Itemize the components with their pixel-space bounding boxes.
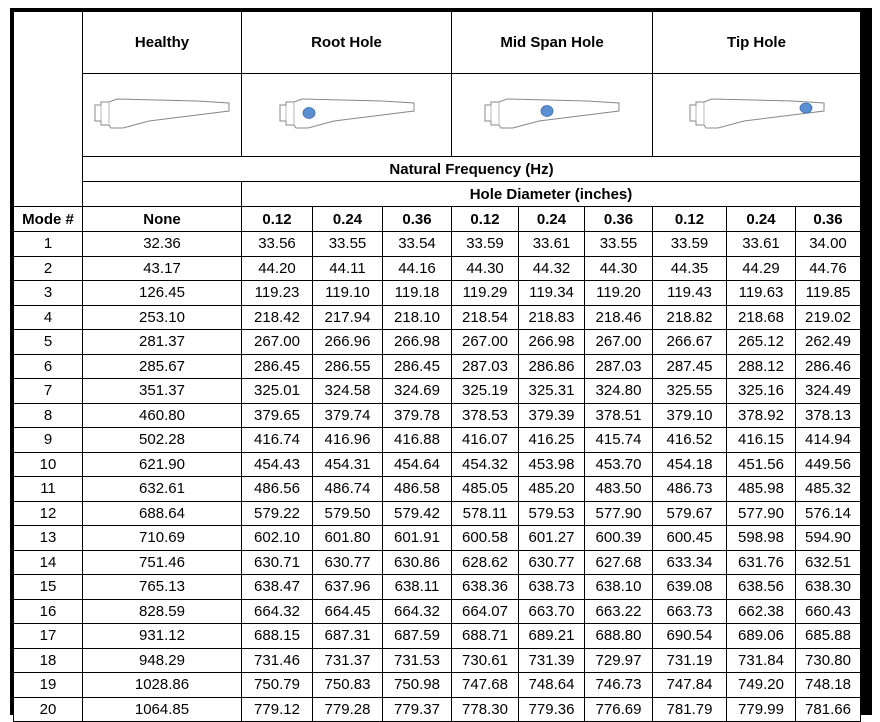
frequency-cell: 730.61 bbox=[452, 648, 519, 673]
frequency-cell: 379.39 bbox=[519, 403, 585, 428]
mode-number-cell: 3 bbox=[14, 281, 83, 306]
frequency-cell: 379.10 bbox=[653, 403, 727, 428]
table-row bbox=[14, 550, 861, 575]
frequency-cell: 266.98 bbox=[383, 330, 452, 355]
frequency-cell: 416.74 bbox=[242, 428, 313, 453]
frequency-cell: 324.69 bbox=[383, 379, 452, 404]
frequency-cell: 579.67 bbox=[653, 501, 727, 526]
frequency-cell: 44.20 bbox=[242, 256, 313, 281]
frequency-cell: 217.94 bbox=[313, 305, 383, 330]
frequency-cell: 779.28 bbox=[313, 697, 383, 722]
frequency-cell: 779.36 bbox=[519, 697, 585, 722]
blade-image-root-hole bbox=[242, 74, 452, 157]
frequency-cell: 600.45 bbox=[653, 526, 727, 551]
frequency-cell: 119.20 bbox=[585, 281, 653, 306]
frequency-cell: 638.11 bbox=[383, 575, 452, 600]
frequency-cell: 601.27 bbox=[519, 526, 585, 551]
frequency-cell: 729.97 bbox=[585, 648, 653, 673]
table-row bbox=[14, 477, 861, 502]
frequency-cell: 750.83 bbox=[313, 673, 383, 698]
frequency-cell: 687.31 bbox=[313, 624, 383, 649]
diameter-header: 0.24 bbox=[727, 207, 796, 232]
healthy-frequency-cell: 126.45 bbox=[83, 281, 242, 306]
frequency-cell: 663.22 bbox=[585, 599, 653, 624]
frequency-cell: 379.78 bbox=[383, 403, 452, 428]
frequency-cell: 632.51 bbox=[796, 550, 861, 575]
frequency-cell: 747.68 bbox=[452, 673, 519, 698]
frequency-cell: 688.71 bbox=[452, 624, 519, 649]
frequency-cell: 748.64 bbox=[519, 673, 585, 698]
healthy-frequency-cell: 828.59 bbox=[83, 599, 242, 624]
frequency-cell: 218.68 bbox=[727, 305, 796, 330]
frequency-cell: 33.56 bbox=[242, 232, 313, 257]
table-row bbox=[14, 501, 861, 526]
frequency-cell: 378.92 bbox=[727, 403, 796, 428]
frequency-cell: 600.58 bbox=[452, 526, 519, 551]
frequency-cell: 601.80 bbox=[313, 526, 383, 551]
blade-image-mid-span-hole bbox=[452, 74, 653, 157]
table-row bbox=[14, 599, 861, 624]
frequency-cell: 638.10 bbox=[585, 575, 653, 600]
diameter-header: 0.12 bbox=[653, 207, 727, 232]
healthy-frequency-cell: 502.28 bbox=[83, 428, 242, 453]
frequency-cell: 287.03 bbox=[452, 354, 519, 379]
healthy-frequency-cell: 688.64 bbox=[83, 501, 242, 526]
frequency-cell: 449.56 bbox=[796, 452, 861, 477]
frequency-cell: 633.34 bbox=[653, 550, 727, 575]
frequency-cell: 218.83 bbox=[519, 305, 585, 330]
frequency-cell: 325.16 bbox=[727, 379, 796, 404]
frequency-cell: 44.32 bbox=[519, 256, 585, 281]
frequency-cell: 660.43 bbox=[796, 599, 861, 624]
frequency-cell: 266.67 bbox=[653, 330, 727, 355]
frequency-cell: 486.56 bbox=[242, 477, 313, 502]
hole-marker-mid bbox=[541, 106, 553, 117]
natural-frequency-table bbox=[13, 11, 861, 722]
frequency-cell: 324.80 bbox=[585, 379, 653, 404]
blade-image-tip-hole bbox=[653, 74, 861, 157]
frequency-cell: 324.49 bbox=[796, 379, 861, 404]
frequency-cell: 218.46 bbox=[585, 305, 653, 330]
frequency-cell: 779.99 bbox=[727, 697, 796, 722]
blank-healthy-cell bbox=[83, 182, 242, 207]
frequency-cell: 601.91 bbox=[383, 526, 452, 551]
table-row bbox=[14, 452, 861, 477]
healthy-frequency-cell: 43.17 bbox=[83, 256, 242, 281]
mode-number-cell: 10 bbox=[14, 452, 83, 477]
frequency-cell: 662.38 bbox=[727, 599, 796, 624]
frequency-cell: 265.12 bbox=[727, 330, 796, 355]
healthy-frequency-cell: 1028.86 bbox=[83, 673, 242, 698]
frequency-cell: 778.30 bbox=[452, 697, 519, 722]
healthy-frequency-cell: 1064.85 bbox=[83, 697, 242, 722]
frequency-cell: 731.37 bbox=[313, 648, 383, 673]
mode-number-cell: 2 bbox=[14, 256, 83, 281]
frequency-cell: 44.16 bbox=[383, 256, 452, 281]
mode-number-cell: 20 bbox=[14, 697, 83, 722]
frequency-cell: 219.02 bbox=[796, 305, 861, 330]
frequency-cell: 627.68 bbox=[585, 550, 653, 575]
frequency-cell: 600.39 bbox=[585, 526, 653, 551]
frequency-cell: 416.25 bbox=[519, 428, 585, 453]
frequency-cell: 218.54 bbox=[452, 305, 519, 330]
mode-number-cell: 16 bbox=[14, 599, 83, 624]
frequency-cell: 414.94 bbox=[796, 428, 861, 453]
frequency-cell: 325.01 bbox=[242, 379, 313, 404]
diameter-header: 0.24 bbox=[519, 207, 585, 232]
frequency-cell: 454.43 bbox=[242, 452, 313, 477]
mode-number-cell: 11 bbox=[14, 477, 83, 502]
frequency-cell: 267.00 bbox=[452, 330, 519, 355]
frequency-cell: 453.70 bbox=[585, 452, 653, 477]
table-row bbox=[14, 575, 861, 600]
healthy-frequency-cell: 253.10 bbox=[83, 305, 242, 330]
frequency-cell: 44.30 bbox=[452, 256, 519, 281]
table-row bbox=[14, 697, 861, 722]
frequency-cell: 33.61 bbox=[519, 232, 585, 257]
table-row bbox=[14, 648, 861, 673]
frequency-cell: 415.74 bbox=[585, 428, 653, 453]
frequency-cell: 579.53 bbox=[519, 501, 585, 526]
diameter-header: 0.36 bbox=[796, 207, 861, 232]
frequency-cell: 664.45 bbox=[313, 599, 383, 624]
frequency-cell: 119.43 bbox=[653, 281, 727, 306]
frequency-cell: 630.71 bbox=[242, 550, 313, 575]
frequency-cell: 119.18 bbox=[383, 281, 452, 306]
frequency-cell: 416.07 bbox=[452, 428, 519, 453]
frequency-cell: 453.98 bbox=[519, 452, 585, 477]
mode-number-cell: 14 bbox=[14, 550, 83, 575]
mode-number-cell: 6 bbox=[14, 354, 83, 379]
frequency-cell: 746.73 bbox=[585, 673, 653, 698]
frequency-cell: 731.46 bbox=[242, 648, 313, 673]
frequency-cell: 454.64 bbox=[383, 452, 452, 477]
frequency-cell: 749.20 bbox=[727, 673, 796, 698]
group-header-healthy: Healthy bbox=[83, 12, 242, 74]
frequency-cell: 779.12 bbox=[242, 697, 313, 722]
frequency-cell: 594.90 bbox=[796, 526, 861, 551]
frequency-cell: 689.21 bbox=[519, 624, 585, 649]
frequency-cell: 119.34 bbox=[519, 281, 585, 306]
healthy-frequency-cell: 351.37 bbox=[83, 379, 242, 404]
frequency-cell: 266.98 bbox=[519, 330, 585, 355]
frequency-cell: 44.30 bbox=[585, 256, 653, 281]
frequency-cell: 286.46 bbox=[796, 354, 861, 379]
frequency-cell: 687.59 bbox=[383, 624, 452, 649]
healthy-frequency-cell: 751.46 bbox=[83, 550, 242, 575]
frequency-cell: 286.86 bbox=[519, 354, 585, 379]
frequency-cell: 286.45 bbox=[242, 354, 313, 379]
group-header-mid-span-hole: Mid Span Hole bbox=[452, 12, 653, 74]
frequency-cell: 639.08 bbox=[653, 575, 727, 600]
table-row bbox=[14, 232, 861, 257]
frequency-cell: 688.80 bbox=[585, 624, 653, 649]
frequency-cell: 262.49 bbox=[796, 330, 861, 355]
frequency-cell: 119.85 bbox=[796, 281, 861, 306]
frequency-cell: 638.73 bbox=[519, 575, 585, 600]
frequency-cell: 664.32 bbox=[383, 599, 452, 624]
frequency-cell: 579.50 bbox=[313, 501, 383, 526]
frequency-cell: 576.14 bbox=[796, 501, 861, 526]
table-row bbox=[14, 526, 861, 551]
frequency-cell: 416.88 bbox=[383, 428, 452, 453]
frequency-cell: 325.19 bbox=[452, 379, 519, 404]
frequency-cell: 663.70 bbox=[519, 599, 585, 624]
frequency-cell: 631.76 bbox=[727, 550, 796, 575]
frequency-cell: 33.54 bbox=[383, 232, 452, 257]
frequency-cell: 630.77 bbox=[519, 550, 585, 575]
frequency-cell: 119.23 bbox=[242, 281, 313, 306]
table-row bbox=[14, 354, 861, 379]
frequency-cell: 731.53 bbox=[383, 648, 452, 673]
frequency-cell: 486.74 bbox=[313, 477, 383, 502]
frequency-cell: 750.79 bbox=[242, 673, 313, 698]
mode-number-cell: 5 bbox=[14, 330, 83, 355]
frequency-cell: 286.55 bbox=[313, 354, 383, 379]
frequency-cell: 378.51 bbox=[585, 403, 653, 428]
table-row bbox=[14, 281, 861, 306]
mode-number-cell: 7 bbox=[14, 379, 83, 404]
frequency-cell: 451.56 bbox=[727, 452, 796, 477]
frequency-cell: 33.55 bbox=[585, 232, 653, 257]
frequency-cell: 266.96 bbox=[313, 330, 383, 355]
healthy-frequency-cell: 765.13 bbox=[83, 575, 242, 600]
frequency-cell: 663.73 bbox=[653, 599, 727, 624]
frequency-cell: 483.50 bbox=[585, 477, 653, 502]
frequency-cell: 267.00 bbox=[242, 330, 313, 355]
frequency-cell: 218.82 bbox=[653, 305, 727, 330]
hole-marker-root bbox=[303, 108, 315, 119]
mode-number-cell: 9 bbox=[14, 428, 83, 453]
none-column-header: None bbox=[83, 207, 242, 232]
table-row bbox=[14, 673, 861, 698]
frequency-cell: 628.62 bbox=[452, 550, 519, 575]
diameter-header: 0.36 bbox=[383, 207, 452, 232]
frequency-cell: 485.32 bbox=[796, 477, 861, 502]
frequency-cell: 638.56 bbox=[727, 575, 796, 600]
frequency-cell: 33.55 bbox=[313, 232, 383, 257]
table-body bbox=[14, 232, 861, 722]
group-header-tip-hole: Tip Hole bbox=[653, 12, 861, 74]
frequency-cell: 378.13 bbox=[796, 403, 861, 428]
frequency-cell: 781.79 bbox=[653, 697, 727, 722]
frequency-cell: 776.69 bbox=[585, 697, 653, 722]
frequency-cell: 288.12 bbox=[727, 354, 796, 379]
frequency-cell: 286.45 bbox=[383, 354, 452, 379]
diameter-header: 0.36 bbox=[585, 207, 653, 232]
frequency-cell: 119.10 bbox=[313, 281, 383, 306]
mode-number-cell: 15 bbox=[14, 575, 83, 600]
frequency-cell: 485.20 bbox=[519, 477, 585, 502]
frequency-cell: 325.31 bbox=[519, 379, 585, 404]
frequency-cell: 33.59 bbox=[452, 232, 519, 257]
frequency-cell: 33.61 bbox=[727, 232, 796, 257]
frequency-cell: 578.11 bbox=[452, 501, 519, 526]
frequency-cell: 454.32 bbox=[452, 452, 519, 477]
frequency-cell: 44.35 bbox=[653, 256, 727, 281]
frequency-cell: 638.36 bbox=[452, 575, 519, 600]
cropped-caption-fragment bbox=[0, 0, 880, 8]
frequency-cell: 577.90 bbox=[727, 501, 796, 526]
healthy-frequency-cell: 285.67 bbox=[83, 354, 242, 379]
mode-number-cell: 18 bbox=[14, 648, 83, 673]
table-row bbox=[14, 403, 861, 428]
frequency-cell: 485.98 bbox=[727, 477, 796, 502]
frequency-cell: 748.18 bbox=[796, 673, 861, 698]
group-header-root-hole: Root Hole bbox=[242, 12, 452, 74]
frequency-cell: 485.05 bbox=[452, 477, 519, 502]
healthy-frequency-cell: 32.36 bbox=[83, 232, 242, 257]
frequency-cell: 747.84 bbox=[653, 673, 727, 698]
frequency-cell: 730.80 bbox=[796, 648, 861, 673]
frequency-cell: 781.66 bbox=[796, 697, 861, 722]
frequency-cell: 579.22 bbox=[242, 501, 313, 526]
frequency-cell: 690.54 bbox=[653, 624, 727, 649]
frequency-cell: 630.86 bbox=[383, 550, 452, 575]
mode-column-header: Mode # bbox=[14, 207, 83, 232]
mode-number-cell: 12 bbox=[14, 501, 83, 526]
frequency-cell: 731.84 bbox=[727, 648, 796, 673]
frequency-cell: 324.58 bbox=[313, 379, 383, 404]
frequency-cell: 637.96 bbox=[313, 575, 383, 600]
frequency-cell: 731.19 bbox=[653, 648, 727, 673]
frequency-cell: 379.74 bbox=[313, 403, 383, 428]
frequency-cell: 685.88 bbox=[796, 624, 861, 649]
frequency-cell: 416.15 bbox=[727, 428, 796, 453]
frequency-cell: 325.55 bbox=[653, 379, 727, 404]
table-row bbox=[14, 256, 861, 281]
frequency-cell: 688.15 bbox=[242, 624, 313, 649]
hole-diameter-header: Hole Diameter (inches) bbox=[242, 182, 861, 207]
frequency-cell: 579.42 bbox=[383, 501, 452, 526]
frequency-cell: 44.29 bbox=[727, 256, 796, 281]
mode-number-cell: 8 bbox=[14, 403, 83, 428]
frequency-cell: 379.65 bbox=[242, 403, 313, 428]
frequency-cell: 44.76 bbox=[796, 256, 861, 281]
frequency-cell: 689.06 bbox=[727, 624, 796, 649]
healthy-frequency-cell: 281.37 bbox=[83, 330, 242, 355]
frequency-cell: 454.31 bbox=[313, 452, 383, 477]
frequency-cell: 44.11 bbox=[313, 256, 383, 281]
corner-cell bbox=[14, 12, 83, 207]
frequency-cell: 486.58 bbox=[383, 477, 452, 502]
frequency-cell: 638.47 bbox=[242, 575, 313, 600]
mode-number-cell: 13 bbox=[14, 526, 83, 551]
blade-image-healthy bbox=[83, 74, 242, 157]
frequency-cell: 267.00 bbox=[585, 330, 653, 355]
mode-number-cell: 4 bbox=[14, 305, 83, 330]
frequency-cell: 287.03 bbox=[585, 354, 653, 379]
healthy-frequency-cell: 460.80 bbox=[83, 403, 242, 428]
frequency-cell: 664.32 bbox=[242, 599, 313, 624]
healthy-frequency-cell: 632.61 bbox=[83, 477, 242, 502]
frequency-cell: 598.98 bbox=[727, 526, 796, 551]
frequency-cell: 287.45 bbox=[653, 354, 727, 379]
healthy-frequency-cell: 621.90 bbox=[83, 452, 242, 477]
healthy-frequency-cell: 948.29 bbox=[83, 648, 242, 673]
frequency-cell: 119.29 bbox=[452, 281, 519, 306]
frequency-cell: 218.10 bbox=[383, 305, 452, 330]
healthy-frequency-cell: 931.12 bbox=[83, 624, 242, 649]
table-row bbox=[14, 305, 861, 330]
frequency-cell: 33.59 bbox=[653, 232, 727, 257]
frequency-cell: 779.37 bbox=[383, 697, 452, 722]
table-row bbox=[14, 624, 861, 649]
frequency-cell: 378.53 bbox=[452, 403, 519, 428]
natural-frequency-header: Natural Frequency (Hz) bbox=[83, 157, 861, 182]
frequency-cell: 664.07 bbox=[452, 599, 519, 624]
frequency-cell: 486.73 bbox=[653, 477, 727, 502]
mode-number-cell: 19 bbox=[14, 673, 83, 698]
frequency-cell: 638.30 bbox=[796, 575, 861, 600]
diameter-header: 0.24 bbox=[313, 207, 383, 232]
table-row bbox=[14, 379, 861, 404]
frequency-cell: 34.00 bbox=[796, 232, 861, 257]
frequency-cell: 454.18 bbox=[653, 452, 727, 477]
frequency-cell: 630.77 bbox=[313, 550, 383, 575]
frequency-cell: 416.52 bbox=[653, 428, 727, 453]
frequency-cell: 731.39 bbox=[519, 648, 585, 673]
table-row bbox=[14, 330, 861, 355]
frequency-cell: 577.90 bbox=[585, 501, 653, 526]
frequency-cell: 119.63 bbox=[727, 281, 796, 306]
frequency-cell: 416.96 bbox=[313, 428, 383, 453]
hole-marker-tip bbox=[800, 103, 812, 113]
mode-number-cell: 17 bbox=[14, 624, 83, 649]
frequency-cell: 218.42 bbox=[242, 305, 313, 330]
diameter-header: 0.12 bbox=[452, 207, 519, 232]
mode-number-cell: 1 bbox=[14, 232, 83, 257]
frequency-cell: 602.10 bbox=[242, 526, 313, 551]
healthy-frequency-cell: 710.69 bbox=[83, 526, 242, 551]
table-row bbox=[14, 428, 861, 453]
frequency-cell: 750.98 bbox=[383, 673, 452, 698]
diameter-header: 0.12 bbox=[242, 207, 313, 232]
